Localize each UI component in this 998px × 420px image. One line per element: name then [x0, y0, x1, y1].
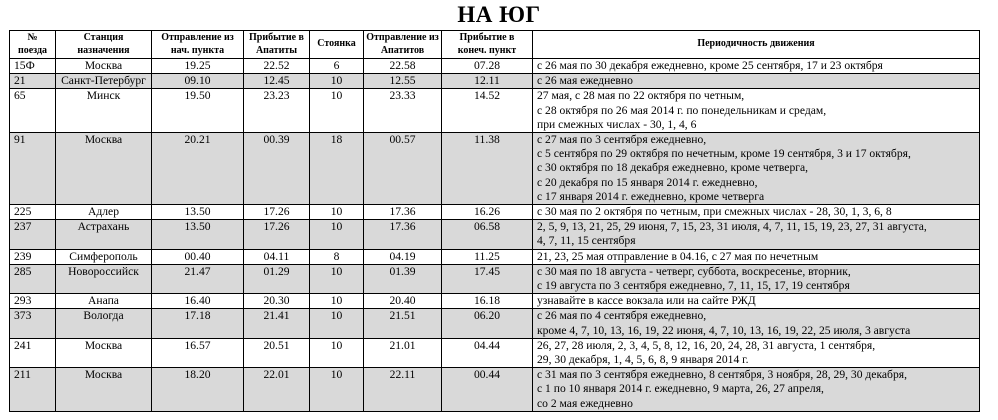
- cell-arr-apatity: 01.29: [244, 264, 310, 293]
- cell-num: 237: [10, 220, 56, 249]
- cell-arr-apatity: 22.01: [244, 368, 310, 412]
- cell-station: Вологда: [56, 309, 152, 338]
- cell-dep-apatity: 21.51: [364, 309, 442, 338]
- cell-stop: 10: [310, 338, 364, 367]
- cell-station: Минск: [56, 89, 152, 133]
- header-dep-start: Отправление из нач. пункта: [152, 31, 244, 59]
- cell-arr-end: 17.45: [442, 264, 533, 293]
- cell-station: Адлер: [56, 205, 152, 220]
- period-line: 26, 27, 28 июля, 2, 3, 4, 5, 8, 12, 16, 20, 24, 28, 31 августа, 1 сентября,: [537, 338, 876, 352]
- period-line: с 31 мая по 3 сентября ежедневно, 8 сентября, 3 ноября, 28, 29, 30 декабря,: [537, 368, 907, 382]
- cell-dep-apatity: 12.55: [364, 74, 442, 89]
- cell-dep-apatity: 17.36: [364, 220, 442, 249]
- table-row: [10, 74, 980, 89]
- cell-arr-end: 04.44: [442, 338, 533, 367]
- period-line: с 30 октября по 18 декабря ежедневно, кроме четверга,: [537, 161, 809, 175]
- cell-stop: 6: [310, 59, 364, 74]
- header-station: Станция назначения: [56, 31, 152, 59]
- period-line: с 1 по 10 января 2014 г. ежедневно, 9 марта, 26, 27 апреля,: [537, 382, 824, 396]
- cell-dep-start: 21.47: [152, 264, 244, 293]
- cell-dep-apatity: 01.39: [364, 264, 442, 293]
- cell-arr-apatity: 22.52: [244, 59, 310, 74]
- period-line: узнавайте в кассе вокзала или на сайте РЖД: [537, 294, 756, 308]
- cell-dep-apatity: 17.36: [364, 205, 442, 220]
- schedule-body: [10, 59, 980, 412]
- cell-station: Анапа: [56, 294, 152, 309]
- cell-dep-start: 17.18: [152, 309, 244, 338]
- cell-arr-apatity: 20.51: [244, 338, 310, 367]
- cell-dep-start: 19.50: [152, 89, 244, 133]
- cell-period: [533, 133, 980, 205]
- cell-period: [533, 368, 980, 412]
- period-line: с 5 сентября по 29 октября по нечетным, кроме 19 сентября, 3 и 17 октября,: [537, 147, 911, 161]
- period-line: при смежных числах - 30, 1, 4, 6: [537, 117, 697, 131]
- cell-arr-end: 16.26: [442, 205, 533, 220]
- cell-arr-apatity: 00.39: [244, 133, 310, 205]
- cell-num: 285: [10, 264, 56, 293]
- cell-dep-start: 16.57: [152, 338, 244, 367]
- header-dep-apatity: Отправление из Апатитов: [364, 31, 442, 59]
- period-line: 21, 23, 25 мая отправление в 04.16, с 27 мая по нечетным: [537, 249, 819, 263]
- cell-arr-end: 12.11: [442, 74, 533, 89]
- cell-num: 241: [10, 338, 56, 367]
- cell-dep-start: 19.25: [152, 59, 244, 74]
- cell-stop: 8: [310, 249, 364, 264]
- cell-arr-end: 00.44: [442, 368, 533, 412]
- period-line: с 26 мая по 30 декабря ежедневно, кроме 25 сентября, 17 и 23 октября: [537, 59, 883, 72]
- cell-arr-apatity: 12.45: [244, 74, 310, 89]
- cell-num: 65: [10, 89, 56, 133]
- cell-stop: 10: [310, 220, 364, 249]
- table-row: [10, 368, 980, 412]
- header-arr-end: Прибытие в конеч. пункт: [442, 31, 533, 59]
- cell-dep-apatity: 21.01: [364, 338, 442, 367]
- cell-arr-apatity: 23.23: [244, 89, 310, 133]
- cell-dep-apatity: 23.33: [364, 89, 442, 133]
- period-line: с 27 мая по 3 сентября ежедневно,: [537, 133, 707, 147]
- cell-dep-start: 00.40: [152, 249, 244, 264]
- cell-dep-start: 13.50: [152, 205, 244, 220]
- table-header-row: [10, 31, 980, 59]
- period-line: кроме 4, 7, 10, 13, 16, 19, 22 июня, 4, 7, 10, 13, 16, 19, 22, 25 июля, 3 августа: [537, 323, 911, 337]
- cell-stop: 10: [310, 368, 364, 412]
- cell-dep-apatity: 04.19: [364, 249, 442, 264]
- cell-station: Москва: [56, 338, 152, 367]
- cell-arr-end: 06.58: [442, 220, 533, 249]
- cell-num: 373: [10, 309, 56, 338]
- cell-dep-start: 09.10: [152, 74, 244, 89]
- cell-arr-apatity: 04.11: [244, 249, 310, 264]
- header-num: № поезда: [10, 31, 56, 59]
- cell-period: [533, 205, 980, 220]
- cell-arr-end: 14.52: [442, 89, 533, 133]
- period-line: с 26 мая ежедневно: [537, 74, 633, 88]
- cell-stop: 10: [310, 89, 364, 133]
- cell-num: 21: [10, 74, 56, 89]
- cell-period: [533, 249, 980, 264]
- cell-station: Москва: [56, 59, 152, 74]
- cell-station: Астрахань: [56, 220, 152, 249]
- cell-num: 225: [10, 205, 56, 220]
- table-row: [10, 264, 980, 293]
- cell-period: [533, 264, 980, 293]
- cell-arr-end: 11.25: [442, 249, 533, 264]
- period-line: с 28 октября по 26 мая 2014 г. по понедельникам и средам,: [537, 103, 827, 117]
- cell-arr-end: 16.18: [442, 294, 533, 309]
- header-period: Периодичность движения: [533, 31, 980, 59]
- period-line: 27 мая, с 28 мая по 22 октября по четным,: [537, 89, 745, 103]
- cell-period: [533, 294, 980, 309]
- cell-stop: 10: [310, 205, 364, 220]
- cell-num: 239: [10, 249, 56, 264]
- period-line: с 26 мая по 4 сентября ежедневно,: [537, 309, 707, 323]
- schedule-table: [9, 30, 980, 412]
- cell-dep-start: 18.20: [152, 368, 244, 412]
- cell-period: [533, 89, 980, 133]
- cell-arr-end: 06.20: [442, 309, 533, 338]
- table-row: [10, 249, 980, 264]
- table-row: [10, 133, 980, 205]
- cell-dep-start: 13.50: [152, 220, 244, 249]
- cell-stop: 10: [310, 264, 364, 293]
- cell-period: [533, 59, 980, 74]
- cell-period: [533, 220, 980, 249]
- period-line: со 2 мая ежедневно: [537, 396, 633, 410]
- period-line: с 17 января 2014 г. ежедневно, кроме четверга: [537, 189, 765, 203]
- cell-station: Новороссийск: [56, 264, 152, 293]
- cell-station: Москва: [56, 133, 152, 205]
- period-line: 29, 30 декабря, 1, 4, 5, 6, 8, 9 января 2014 г.: [537, 353, 749, 367]
- cell-dep-apatity: 20.40: [364, 294, 442, 309]
- cell-period: [533, 309, 980, 338]
- cell-arr-apatity: 21.41: [244, 309, 310, 338]
- table-row: [10, 89, 980, 133]
- cell-station: Симферополь: [56, 249, 152, 264]
- period-line: 2, 5, 9, 13, 21, 25, 29 июня, 7, 15, 23, 31 июля, 4, 7, 11, 15, 19, 23, 27, 31 августа,: [537, 220, 927, 234]
- cell-dep-apatity: 22.58: [364, 59, 442, 74]
- cell-arr-end: 07.28: [442, 59, 533, 74]
- cell-arr-apatity: 20.30: [244, 294, 310, 309]
- period-line: с 30 мая по 18 августа - четверг, суббота, воскресенье, вторник,: [537, 264, 851, 278]
- cell-arr-apatity: 17.26: [244, 205, 310, 220]
- cell-period: [533, 338, 980, 367]
- cell-stop: 10: [310, 74, 364, 89]
- table-row: [10, 205, 980, 220]
- table-row: [10, 294, 980, 309]
- cell-arr-end: 11.38: [442, 133, 533, 205]
- table-row: [10, 59, 980, 74]
- period-line: с 30 мая по 2 октября по четным, при смежных числах - 28, 30, 1, 3, 6, 8: [537, 205, 892, 219]
- header-stop: Стоянка: [310, 31, 364, 59]
- page-title: НА ЮГ: [457, 2, 541, 27]
- cell-num: 91: [10, 133, 56, 205]
- cell-arr-apatity: 17.26: [244, 220, 310, 249]
- cell-dep-apatity: 00.57: [364, 133, 442, 205]
- cell-num: 211: [10, 368, 56, 412]
- cell-num: 293: [10, 294, 56, 309]
- cell-station: Москва: [56, 368, 152, 412]
- period-line: с 20 декабря по 15 января 2014 г. ежедневно,: [537, 175, 758, 189]
- cell-period: [533, 74, 980, 89]
- table-row: [10, 220, 980, 249]
- cell-dep-apatity: 22.11: [364, 368, 442, 412]
- cell-dep-start: 16.40: [152, 294, 244, 309]
- header-arr-apatity: Прибытие в Апатиты: [244, 31, 310, 59]
- cell-num: 15Ф: [10, 59, 56, 74]
- table-row: [10, 338, 980, 367]
- table-row: [10, 309, 980, 338]
- cell-stop: 18: [310, 133, 364, 205]
- period-line: с 19 августа по 3 сентября ежедневно, 7, 11, 15, 17, 19 сентября: [537, 279, 850, 293]
- cell-dep-start: 20.21: [152, 133, 244, 205]
- cell-station: Санкт-Петербург: [56, 74, 152, 89]
- cell-stop: 10: [310, 294, 364, 309]
- cell-stop: 10: [310, 309, 364, 338]
- period-line: 4, 7, 11, 15 сентября: [537, 234, 636, 248]
